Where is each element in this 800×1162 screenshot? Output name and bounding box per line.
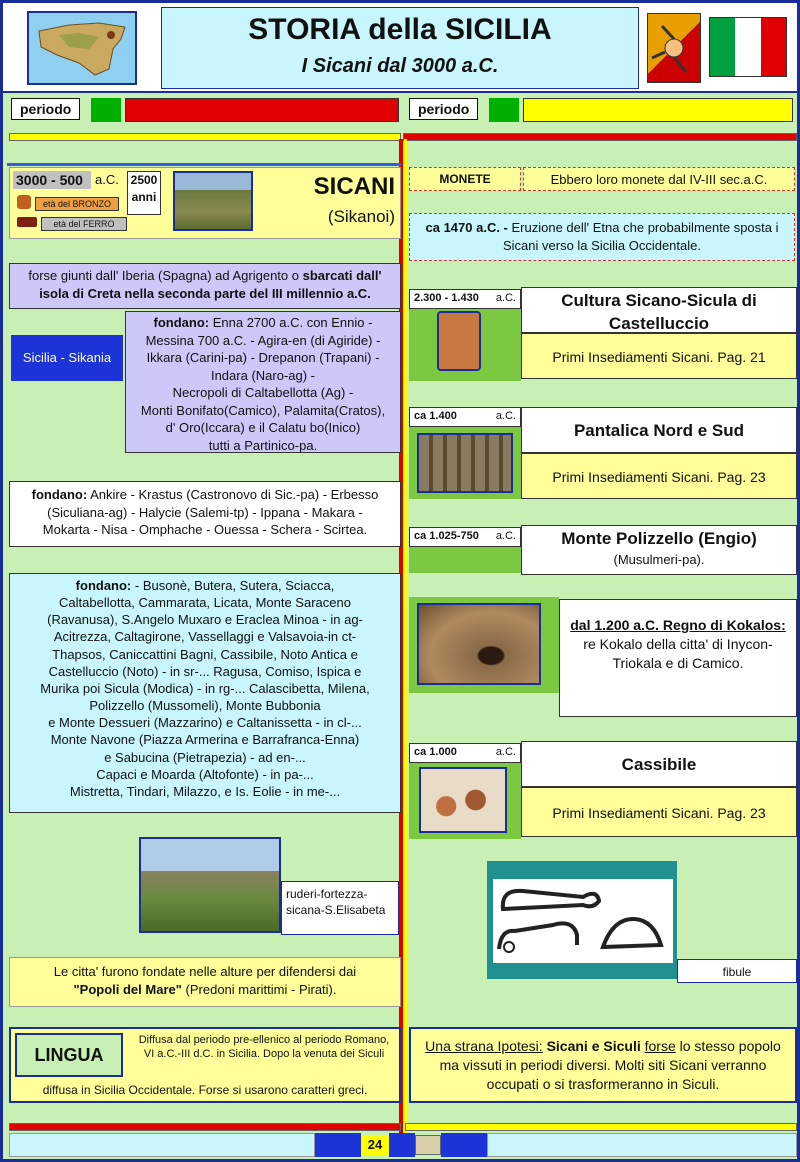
fibule-image <box>493 879 673 963</box>
period-green-left <box>91 98 121 122</box>
footer-left-cyan <box>9 1133 315 1157</box>
kokalos-title: dal 1.200 a.C. Regno di Kokalos: <box>570 617 786 633</box>
period-yellow-bar <box>523 98 793 122</box>
period-red-bar <box>125 98 399 122</box>
event-3-date: ca 1.025-750 <box>414 530 479 542</box>
event-1-unit: a.C. <box>495 292 516 304</box>
footer-red-line <box>9 1123 401 1131</box>
etna-date: ca 1470 a.C. - <box>425 220 508 235</box>
event-4-title: Cassibile <box>521 741 797 787</box>
founded-1-line-5: Monti Bonifato(Camico), Palamita(Cratos), <box>140 402 386 418</box>
founded-1-line-4: Necropoli di Caltabellotta (Ag) - <box>172 385 354 401</box>
event-2-title: Pantalica Nord e Sud <box>521 407 797 453</box>
founded-2-line-2: Mokarta - Nisa - Omphache - Ouessa - Schera - Scirtea. <box>42 522 368 538</box>
founded-1-line-3: Indara (Naro-ag) - <box>210 367 316 383</box>
founded-3-line-12: Mistretta, Tindari, Milazzo, e Is. Eolie - in me-... <box>69 783 341 799</box>
event-1-sub: Primi Insediamenti Sicani. Pag. 21 <box>521 333 797 379</box>
founded-3-label: fondano: <box>75 578 132 593</box>
lingua-title: LINGUA <box>15 1033 123 1077</box>
cities-note-3: (Predoni marittimi - Pirati). <box>185 981 337 997</box>
event-1-title: Cultura Sicano-Sicula di Castelluccio <box>521 287 797 333</box>
founded-3-line-5: Castelluccio (Noto) - in sr-... Ragusa, Comiso, Ispica e <box>48 663 362 679</box>
event-2-photo <box>417 433 513 493</box>
founded-1-line-6: d' Oro(Iccara) e il Calatu bo(Inico) <box>165 420 361 436</box>
people-name: SICANI <box>313 173 395 200</box>
founded-1-line-2: Ikkara (Carini-pa) - Drepanon (Trapani) - <box>146 350 380 366</box>
founded-3-line-1: Caltabellotta, Cammarata, Licata, Monte Saraceno <box>59 595 351 611</box>
hypothesis-lead: Una strana Ipotesi: <box>425 1038 543 1054</box>
founded-3-line-2: (Ravanusa), S.Angelo Muxaro e Eraclea Minoa - in ag- <box>47 612 363 628</box>
event-3-date-box <box>409 527 521 547</box>
left-blue-line <box>7 163 401 166</box>
event-3-unit: a.C. <box>495 530 516 542</box>
founded-1-line-1: Messina 700 a.C. - Agira-en (di Agiride) - <box>145 332 381 348</box>
iron-icon <box>17 217 37 227</box>
etna-box <box>409 213 795 261</box>
fortress-caption: ruderi-fortezza-sicana-S.Elisabeta <box>281 881 399 935</box>
founded-3-line-6: Murika poi Sicula (Modica) - in rg-... Calascibetta, Milena, <box>40 680 370 696</box>
hypothesis-forse: forse <box>644 1038 676 1054</box>
footer-blue-right <box>441 1133 487 1157</box>
italy-flag-icon <box>709 17 787 77</box>
founded-1-line-7: tutti a Partinico-pa. <box>208 437 318 453</box>
hypothesis-subject: Sicani e Siculi <box>546 1038 641 1054</box>
cities-note-box <box>9 957 401 1007</box>
kokalos-text: re Kokalo della citta' di Inycon-Triokala e di Camico. <box>583 635 773 671</box>
period-green-right <box>489 98 519 122</box>
sicily-map-image <box>27 11 137 85</box>
kokalos-box <box>559 599 797 717</box>
origin-box <box>9 263 401 309</box>
footer-right-cyan <box>487 1133 797 1157</box>
cities-note-1: Le citta' furono fondate nelle alture per difendersi dai <box>53 964 357 979</box>
origin-text: forse giunti dall' Iberia (Spagna) ad Agrigento o <box>28 268 299 283</box>
divider-yellow <box>404 139 407 1139</box>
period-label-right: periodo <box>409 98 478 120</box>
page-title: STORIA della SICILIA <box>248 13 552 46</box>
date-range: 3000 - 500 <box>13 171 91 189</box>
bronze-label: età del BRONZO <box>35 197 119 211</box>
coins-label: MONETE <box>409 167 521 191</box>
founded-3-line-9: Monte Navone (Piazza Armerina e Barrafranca-Enna) <box>50 732 360 748</box>
event-2-unit: a.C. <box>495 410 516 422</box>
founded-1-line-0: Enna 2700 a.C. con Ennio - <box>212 315 373 330</box>
event-2-sub: Primi Insediamenti Sicani. Pag. 23 <box>521 453 797 499</box>
founded-1-label: fondano: <box>153 315 210 330</box>
footer-yellow-line <box>405 1123 797 1131</box>
event-4-photo <box>419 767 507 833</box>
fibule-label: fibule <box>677 959 797 983</box>
event-4-unit: a.C. <box>495 746 516 758</box>
event-2-date: ca 1.400 <box>414 410 457 422</box>
origin-bold-text: sbarcati dall' isola di Creta nella seconda parte del III millennio a.C. <box>39 268 382 301</box>
event-3-title: Monte Polizzello (Engio) <box>561 529 757 548</box>
header <box>3 3 797 93</box>
event-4-date-box <box>409 743 521 763</box>
period-label-left: periodo <box>11 98 80 120</box>
founded-3-line-11: Capaci e Moarda (Altofonte) - in pa-... <box>96 766 314 782</box>
event-4-date: ca 1.000 <box>414 746 457 758</box>
duration: 2500 anni <box>127 171 161 215</box>
event-2-date-box <box>409 407 521 427</box>
kokalos-photo <box>417 603 541 685</box>
region-label: Sicilia - Sikania <box>11 335 123 381</box>
event-3-side <box>409 547 521 573</box>
bronze-icon <box>17 195 31 209</box>
event-3-sub: (Musulmeri-pa). <box>613 551 705 567</box>
hypothesis-rest: lo stesso popolo ma vissuti in periodi diversi. Molti siti Sicani verranno occupati o si trasformeranno in Siculi. <box>439 1038 781 1092</box>
founded-3-line-8: e Monte Dessueri (Mazzarino) e Caltanissetta - in cl-... <box>48 715 362 731</box>
cities-note-2: "Popoli del Mare" <box>73 981 182 997</box>
event-3-box <box>521 525 797 575</box>
etna-text: Eruzione dell' Etna che probabilmente sposta i Sicani verso la Sicilia Occidentale. <box>503 220 779 253</box>
hypothesis-box <box>409 1027 797 1103</box>
founded-3-line-10: e Sabucina (Pietrapezia) - ad en-... <box>104 749 306 765</box>
founded-box-3 <box>9 573 401 813</box>
lingua-text-2: diffusa in Sicilia Occidentale. Forse si usarono caratteri greci. <box>42 1083 368 1097</box>
coins-text: Ebbero loro monete dal IV-III sec.a.C. <box>523 167 795 191</box>
event-1-date: 2.300 - 1.430 <box>414 292 479 304</box>
founded-2-label: fondano: <box>31 487 88 502</box>
founded-2-line-0: Ankire - Krastus (Castronovo di Sic.-pa) - Erbesso <box>90 487 379 502</box>
iron-label: età del FERRO <box>41 217 127 231</box>
people-alt-name: (Sikanoi) <box>327 207 395 226</box>
event-1-date-box <box>409 289 521 309</box>
founded-2-line-1: (Siculiana-ag) - Halycie (Salemi-tp) - Ippana - Makara - <box>47 504 363 520</box>
lingua-text: Diffusa dal periodo pre-ellenico al periodo Romano, VI a.C.-III d.C. in Sicilia. Dopo la venuta dei Siculi <box>138 1034 390 1061</box>
event-1-photo <box>437 311 481 371</box>
timeline-top-left <box>9 133 401 141</box>
footer-blue-mid <box>389 1133 415 1157</box>
footer-blue-left <box>315 1133 361 1157</box>
timeline-top-right <box>403 133 797 141</box>
founded-3-line-0: - Busonè, Butera, Sutera, Sciacca, <box>134 578 335 593</box>
founded-box-2 <box>9 481 401 547</box>
fortress-photo <box>139 837 281 933</box>
footer-thumbnail <box>415 1135 441 1155</box>
event-4-sub: Primi Insediamenti Sicani. Pag. 23 <box>521 787 797 837</box>
founded-3-line-3: Acitrezza, Caltagirone, Vassellaggi e Valsavoia-in ct- <box>53 629 357 645</box>
sicani-site-photo <box>173 171 253 231</box>
sicily-flag-icon <box>647 13 701 83</box>
page-subtitle: I Sicani dal 3000 a.C. <box>301 55 499 77</box>
date-unit: a.C. <box>95 172 119 187</box>
founded-3-line-7: Polizzello (Mussomeli), Monte Bubbonia <box>89 698 321 714</box>
founded-box-1 <box>125 311 401 453</box>
page-number: 24 <box>361 1135 389 1155</box>
founded-3-line-4: Thapsos, Caniccattini Bagni, Cassibile, Noto Antica e <box>52 646 358 662</box>
